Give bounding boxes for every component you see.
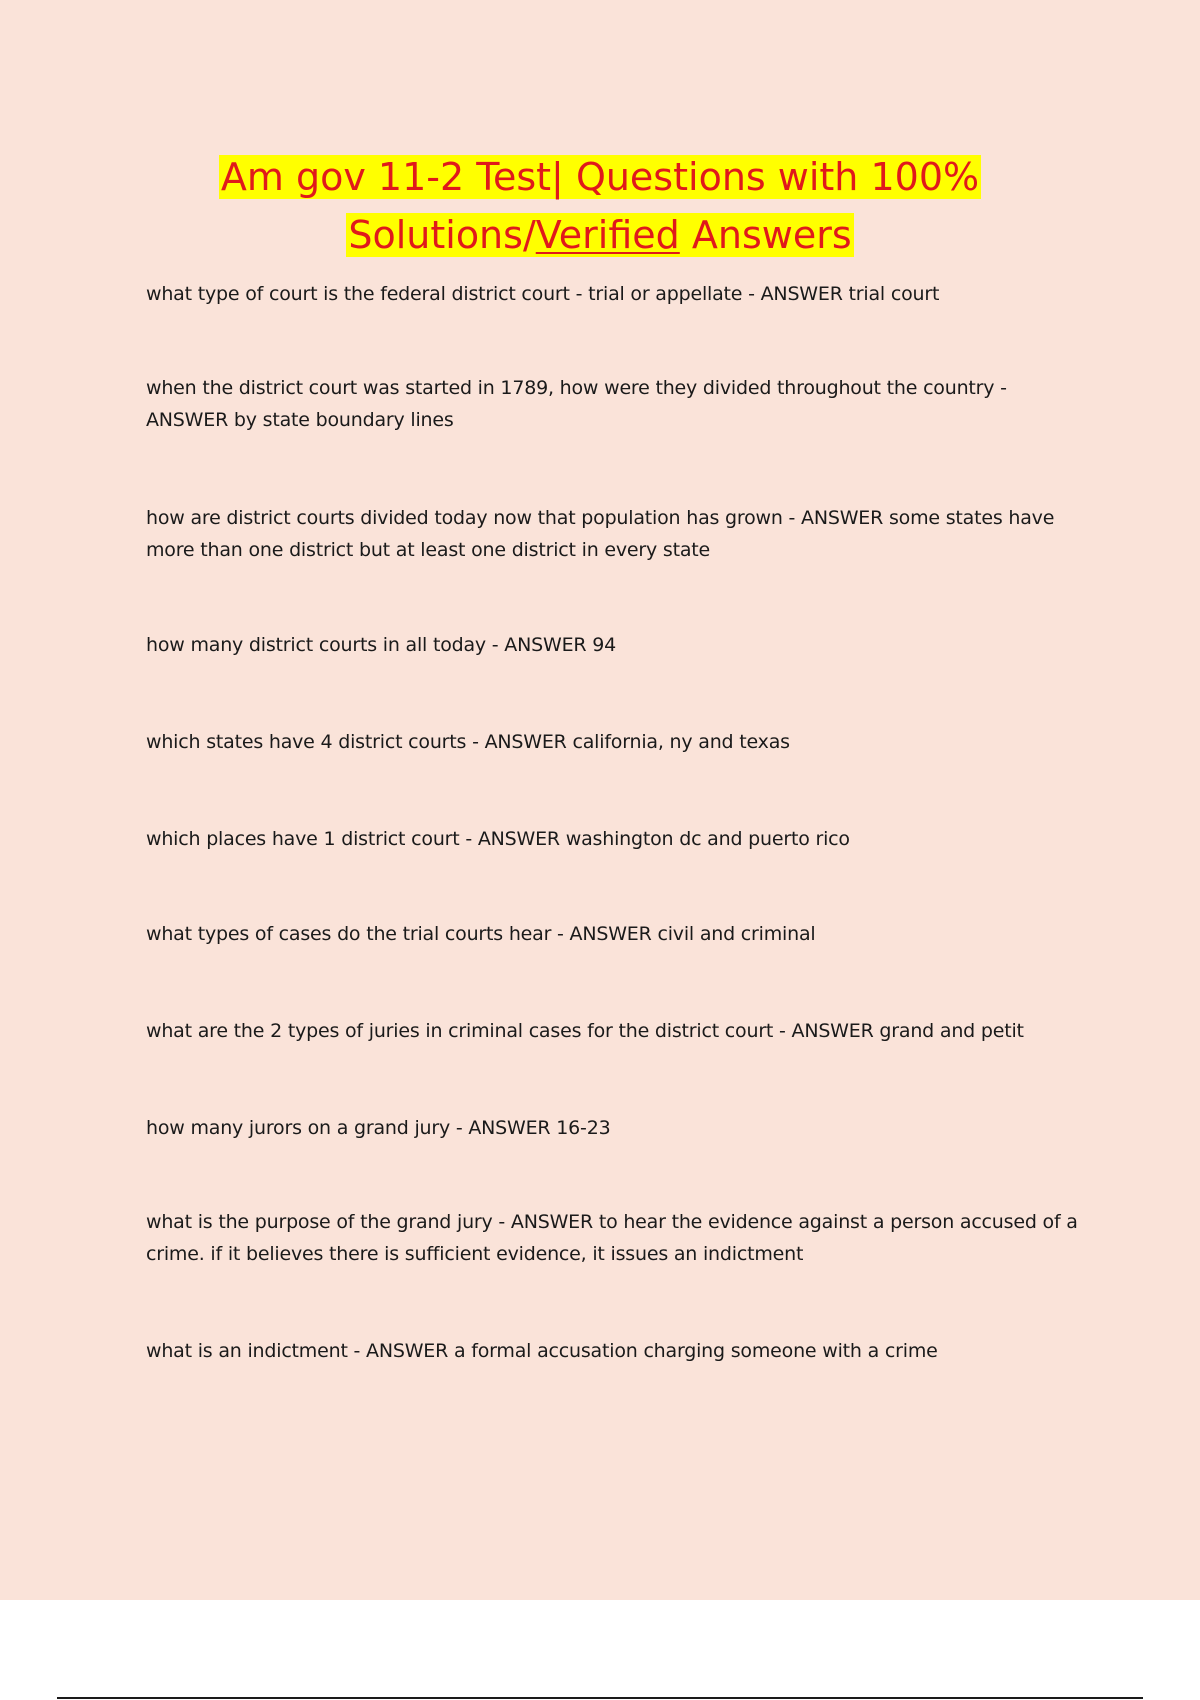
qa-item-5: which states have 4 district courts - ANSWER california, ny and texas (146, 731, 790, 753)
qa-item-8: what are the 2 types of juries in criminal cases for the district court - ANSWER grand and petit (146, 1020, 1024, 1042)
qa-item-3: how are district courts divided today now that population has grown - ANSWER some states have more than one district but at least one district in every state (146, 507, 1055, 561)
qa-item-6: which places have 1 district court - ANSWER washington dc and puerto rico (146, 828, 850, 850)
title-line-1: Am gov 11-2 Test| Questions with 100% (220, 155, 980, 199)
document-title (0, 148, 1200, 264)
qa-item-7: what types of cases do the trial courts hear - ANSWER civil and criminal (146, 923, 816, 945)
qa-item-4: how many district courts in all today - ANSWER 94 (146, 634, 616, 656)
title-line-2-start: Solutions/ (348, 213, 536, 257)
title-underlined-word: Verified (535, 213, 680, 257)
qa-item-11: what is an indictment - ANSWER a formal accusation charging someone with a crime (146, 1340, 938, 1362)
qa-item-2: when the district court was started in 1789, how were they divided throughout the country - ANSWER by state boundary lines (146, 377, 1007, 431)
qa-item-10: what is the purpose of the grand jury - ANSWER to hear the evidence against a person accused of a crime. if it believes there is sufficient evidence, it issues an indictment (146, 1211, 1078, 1265)
title-line-2-end: Answers (679, 213, 852, 257)
footer-divider (57, 1697, 1143, 1699)
qa-item-9: how many jurors on a grand jury - ANSWER 16-23 (146, 1117, 611, 1139)
title-line-2 (346, 213, 853, 257)
qa-item-1: what type of court is the federal district court - trial or appellate - ANSWER trial court (146, 283, 940, 305)
